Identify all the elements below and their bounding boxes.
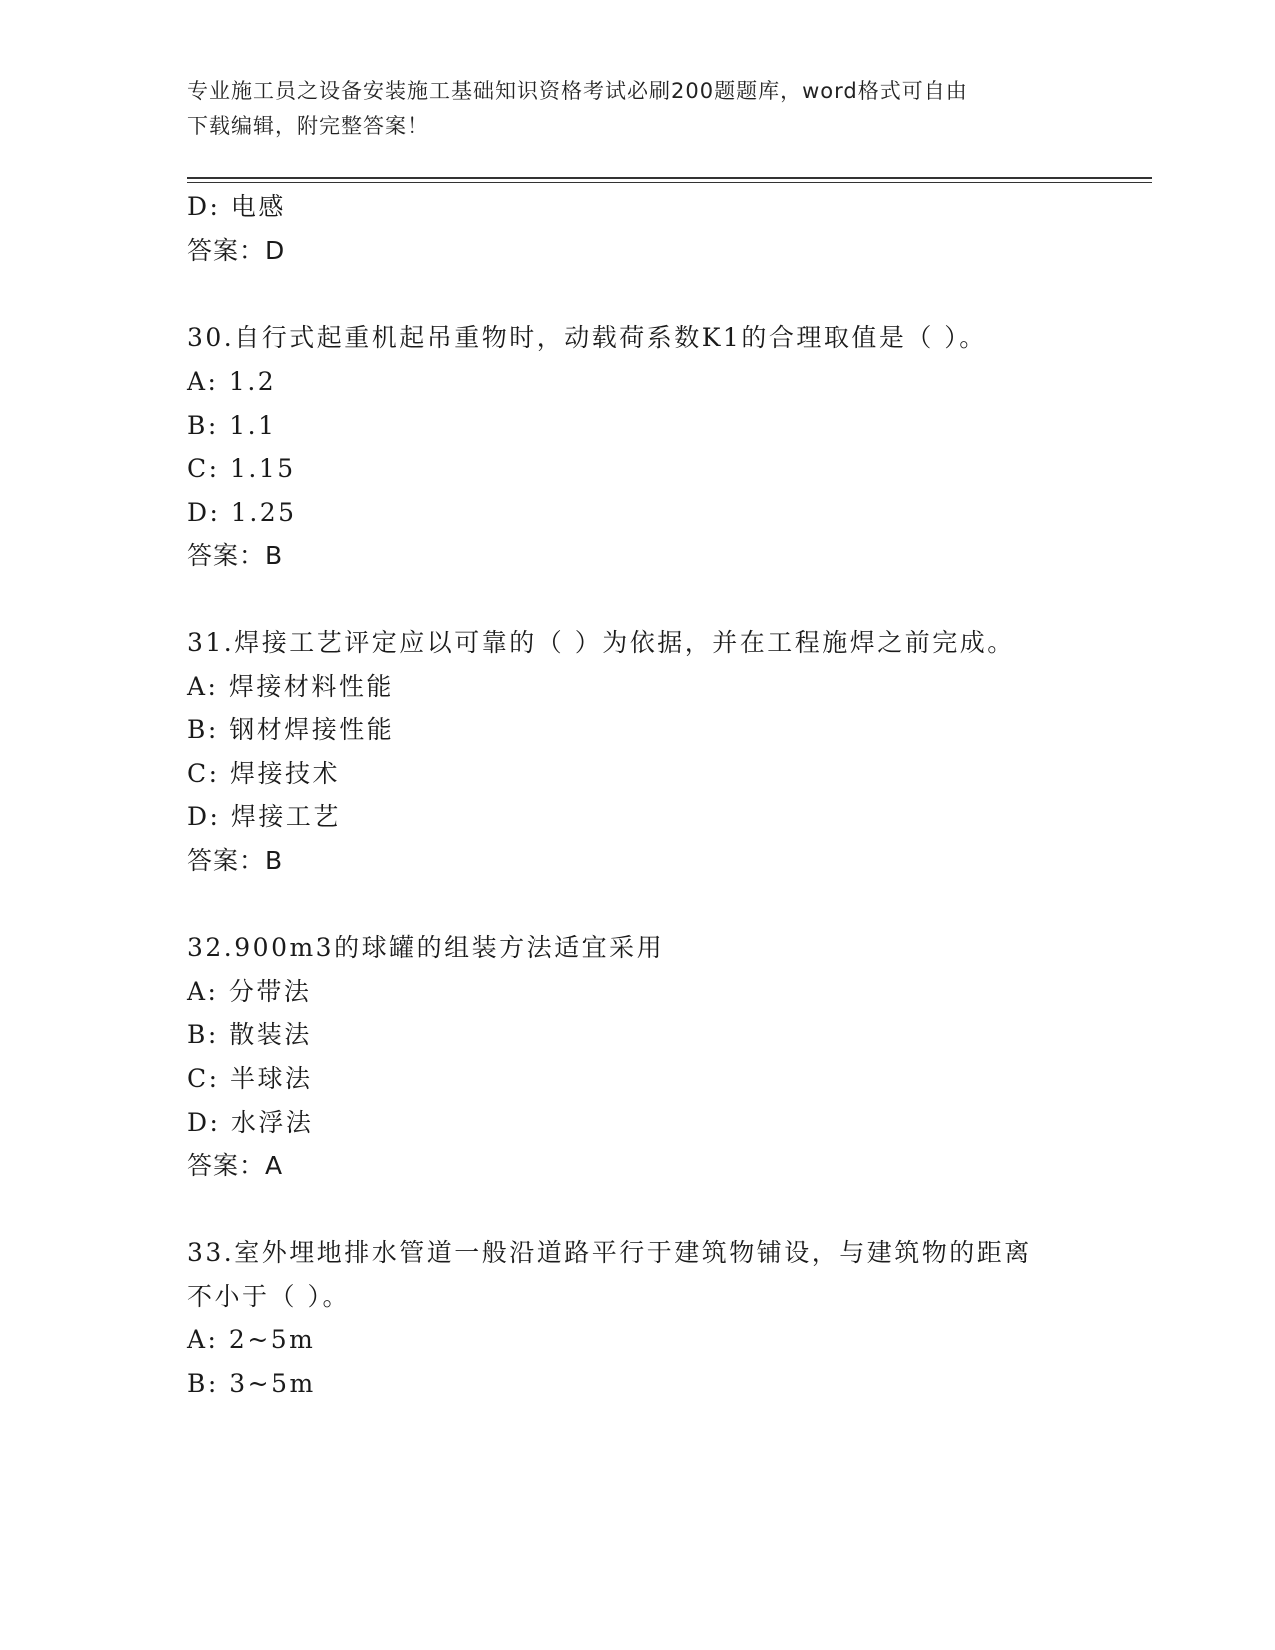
document-header	[187, 74, 1077, 144]
q31-option-c: C: 焊接技术	[187, 759, 340, 788]
q31-option-b: B: 钢材焊接性能	[187, 715, 395, 744]
q33-option-a: A: 2~5m	[187, 1325, 316, 1354]
question-30: 30.自行式起重机起吊重物时，动载荷系数K1的合理取值是（ ）。	[187, 323, 987, 352]
question-31: 31.焊接工艺评定应以可靠的（ ）为依据，并在工程施焊之前完成。	[187, 628, 1015, 657]
q32-answer: 答案：A	[187, 1151, 284, 1180]
q30-option-b: B: 1.1	[187, 411, 277, 440]
q30-option-c: C: 1.15	[187, 454, 296, 483]
q31-answer: 答案：B	[187, 846, 284, 875]
q32-option-a: A: 分带法	[187, 977, 312, 1006]
q32-option-b: B: 散装法	[187, 1020, 312, 1049]
q33-option-b: B: 3~5m	[187, 1369, 316, 1398]
header-line-2: 下载编辑，附完整答案！	[187, 114, 429, 138]
question-33-line-2: 不小于（ ）。	[187, 1282, 350, 1311]
question-32: 32.900m3的球罐的组装方法适宜采用	[187, 933, 665, 962]
q30-answer: 答案：B	[187, 541, 284, 570]
question-33-line-1: 33.室外埋地排水管道一般沿道路平行于建筑物铺设，与建筑物的距离	[187, 1238, 1032, 1267]
header-divider-thin	[187, 182, 1152, 183]
q32-option-d: D: 水浮法	[187, 1108, 314, 1137]
header-line-1: 专业施工员之设备安装施工基础知识资格考试必刷200题题库，word格式可自由	[187, 79, 968, 103]
q30-option-a: A: 1.2	[187, 367, 277, 396]
q30-option-d: D: 1.25	[187, 498, 297, 527]
prev-option-d: D: 电感	[187, 192, 286, 221]
q31-option-a: A: 焊接材料性能	[187, 672, 394, 701]
q32-option-c: C: 半球法	[187, 1064, 313, 1093]
q31-option-d: D: 焊接工艺	[187, 802, 341, 831]
header-divider-thick	[187, 177, 1152, 179]
prev-answer: 答案：D	[187, 236, 286, 265]
